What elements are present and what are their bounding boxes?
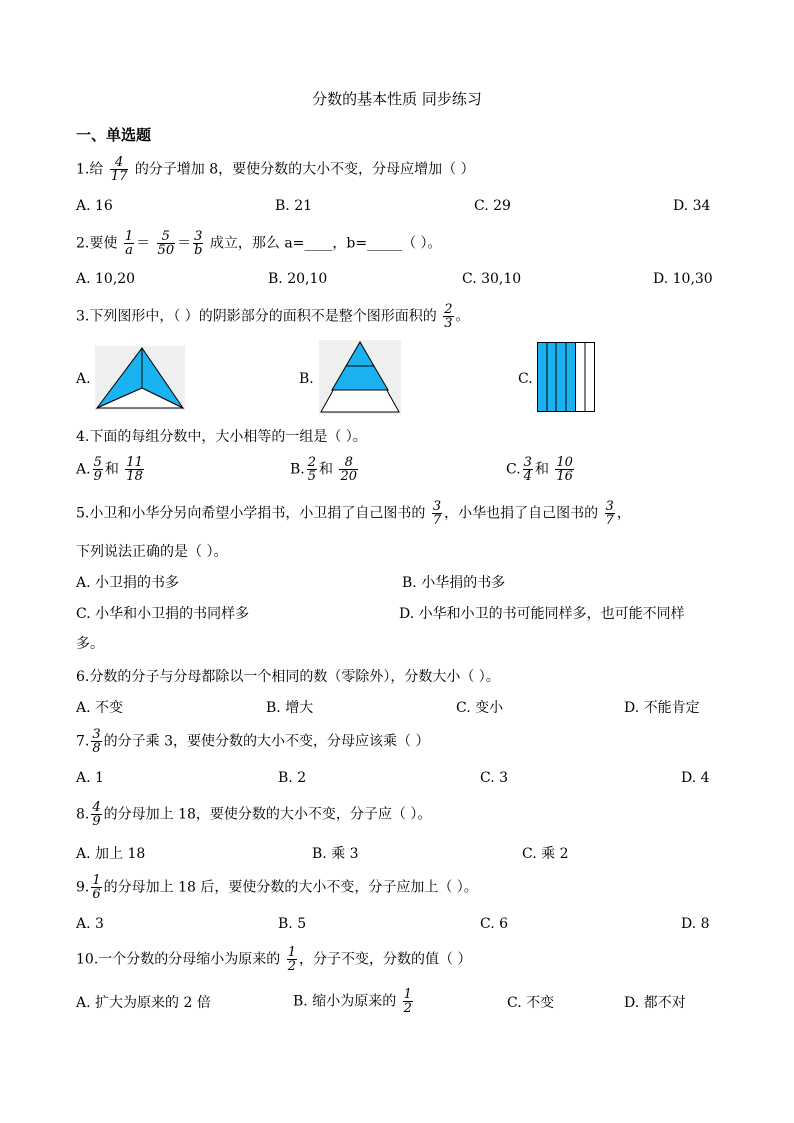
q10-b-numerator: 1 (403, 987, 412, 1002)
q5-option-c[interactable]: C. 小华和小卫捐的书同样多 (76, 606, 250, 622)
q1-numerator: 4 (114, 155, 124, 170)
q9-option-d[interactable]: D. 8 (681, 916, 710, 932)
q6-option-b[interactable]: B. 增大 (266, 700, 314, 716)
q2-f2-denominator: 50 (157, 243, 175, 258)
q3-option-c[interactable]: C. (518, 371, 533, 387)
q8-numerator: 4 (92, 800, 101, 815)
q10-option-b-text: B. 缩小为原来的 (293, 993, 397, 1010)
q4-b-f2-denominator: 20 (340, 469, 358, 484)
q9-numerator: 1 (92, 873, 101, 888)
q4-c-f2-numerator: 10 (556, 455, 573, 470)
q4-a-label: A. (76, 461, 91, 478)
q8-prefix: 8. (76, 806, 90, 823)
q5-option-d-continued: 多。 (76, 636, 104, 652)
q7-prefix: 7. (76, 733, 90, 750)
q2-fraction-2 (157, 230, 176, 257)
q8-option-b[interactable]: B. 乘 3 (312, 846, 359, 862)
q4-c-label: C. (506, 461, 521, 478)
q1-text: 的分子增加 8，要使分数的大小不变，分母应增加（ ） (134, 161, 475, 178)
q10-numerator: 1 (287, 945, 296, 960)
q9-option-a[interactable]: A. 3 (76, 916, 104, 932)
q5-option-d[interactable]: D. 小华和小卫的书可能同样多，也可能不同样 (399, 606, 685, 622)
q2-prefix: 2.要使 (76, 235, 118, 252)
q5-fraction-2 (605, 500, 615, 527)
q4-b-f1-denominator: 5 (307, 469, 317, 484)
q7-fraction (91, 728, 101, 755)
q2-f1-numerator: 1 (124, 229, 134, 244)
q3-option-a[interactable]: A. (76, 371, 91, 387)
q10-option-b-fraction (403, 988, 413, 1015)
q3-numerator: 2 (444, 302, 453, 317)
q3-option-b[interactable]: B. (299, 371, 314, 387)
q4-a-f1-denominator: 9 (93, 469, 102, 484)
q2-fraction-1 (124, 230, 134, 257)
q2-option-c[interactable]: C. 30,10 (462, 271, 522, 287)
q2-option-b[interactable]: B. 20,10 (268, 271, 328, 287)
q4-b-and: 和 (319, 461, 334, 478)
q5-f1-denominator: 7 (432, 513, 442, 528)
q4-a-f2-numerator: 11 (126, 455, 143, 470)
question-6: 6.分数的分子与分母都除以一个相同的数（零除外），分数大小（ ）。 (76, 669, 500, 685)
q10-text-end: ，分子不变，分数的值（ ） (299, 951, 472, 968)
q5-text-end: ， (616, 505, 631, 522)
q7-numerator: 3 (92, 727, 101, 742)
q10-option-d[interactable]: D. 都不对 (624, 995, 686, 1011)
q10-text: 10.一个分数的分母缩小为原来的 (76, 951, 281, 968)
q6-option-d[interactable]: D. 不能肯定 (624, 700, 700, 716)
q3-text: 3.下列图形中，（ ）的阴影部分的面积不是整个图形面积的 (76, 308, 437, 325)
q5-f2-denominator: 7 (605, 513, 614, 528)
q4-option-c[interactable] (506, 456, 576, 483)
q8-text: 的分母加上 18，要使分数的大小不变，分子应（ ）。 (103, 806, 432, 823)
q3-figure-a (95, 346, 185, 410)
q1-option-d[interactable]: D. 34 (673, 198, 711, 214)
q2-f2-numerator: 5 (161, 229, 170, 244)
q4-b-fraction-2 (339, 456, 358, 483)
q4-b-f1-numerator: 2 (307, 455, 317, 470)
q4-c-fraction-1 (523, 456, 533, 483)
q4-b-label: B. (290, 461, 305, 478)
q1-fraction (110, 156, 129, 183)
q3-fraction (443, 303, 453, 330)
q9-option-c[interactable]: C. 6 (480, 916, 509, 932)
q2-f1-denominator: a (125, 243, 133, 258)
q4-a-and: 和 (104, 461, 119, 478)
q3-figure-b (319, 340, 401, 414)
q5-f2-numerator: 3 (605, 499, 614, 514)
q2-option-d[interactable]: D. 10,30 (653, 271, 713, 287)
q1-option-c[interactable]: C. 29 (474, 198, 511, 214)
q4-a-fraction-2 (125, 456, 144, 483)
question-10 (76, 946, 471, 973)
q2-text: 成立，那么 a=____，b=_____（ ）。 (209, 235, 442, 252)
section-heading: 一、单选题 (76, 126, 152, 144)
q8-fraction (91, 801, 101, 828)
q9-fraction (91, 874, 101, 901)
q10-option-c[interactable]: C. 不变 (507, 995, 555, 1011)
question-9 (76, 874, 478, 901)
q10-fraction (287, 946, 297, 973)
q9-prefix: 9. (76, 879, 90, 896)
q10-denominator: 2 (287, 959, 296, 974)
q4-b-fraction-1 (307, 456, 317, 483)
q3-denominator: 3 (444, 316, 453, 331)
q8-option-a[interactable]: A. 加上 18 (76, 846, 146, 862)
q5-text-mid: ，小华也捐了自己图书的 (444, 505, 599, 522)
q4-a-f1-numerator: 5 (93, 455, 102, 470)
q4-c-and: 和 (534, 461, 549, 478)
q6-option-c[interactable]: C. 变小 (456, 700, 504, 716)
q5-line-2: 下列说法正确的是（ ）。 (76, 544, 228, 560)
q9-text: 的分母加上 18 后，要使分数的大小不变，分子应加上（ ）。 (103, 879, 478, 896)
q2-equals-2: ＝ (177, 235, 192, 252)
question-8 (76, 801, 431, 828)
question-1 (76, 156, 475, 183)
q5-text: 5.小卫和小华分另向希望小学捐书，小卫捐了自己图书的 (76, 505, 426, 522)
q3-figure-c (537, 342, 595, 412)
q4-a-f2-denominator: 18 (126, 469, 143, 484)
q6-option-a[interactable]: A. 不变 (76, 700, 124, 716)
q5-fraction-1 (432, 500, 442, 527)
q1-denominator: 17 (110, 169, 128, 184)
q1-option-b[interactable]: B. 21 (275, 198, 313, 214)
q8-option-c[interactable]: C. 乘 2 (522, 846, 569, 862)
q7-denominator: 8 (92, 741, 101, 756)
q7-text: 的分子乘 3，要使分数的大小不变，分母应该乘（ ） (103, 733, 430, 750)
q10-b-denominator: 2 (403, 1001, 412, 1016)
q2-f3-denominator: b (194, 243, 203, 258)
q7-option-b[interactable]: B. 2 (278, 770, 307, 786)
q5-f1-numerator: 3 (432, 499, 442, 514)
q10-option-b[interactable] (293, 988, 415, 1015)
question-4: 4.下面的每组分数中，大小相等的一组是（ ）。 (76, 429, 367, 445)
q10-option-a[interactable]: A. 扩大为原来的 2 倍 (76, 995, 211, 1011)
q4-c-f2-denominator: 16 (556, 469, 573, 484)
q3-period: 。 (455, 308, 470, 325)
q4-c-fraction-2 (555, 456, 574, 483)
question-3 (76, 303, 470, 330)
q2-equals-1: ＝ (136, 235, 151, 252)
q1-prefix: 1.给 (76, 161, 104, 178)
q4-b-f2-numerator: 8 (344, 455, 353, 470)
q4-c-f1-numerator: 3 (523, 455, 532, 470)
q2-option-a[interactable]: A. 10,20 (76, 271, 136, 287)
q7-option-c[interactable]: C. 3 (480, 770, 509, 786)
question-7 (76, 728, 429, 755)
q8-denominator: 9 (92, 814, 101, 829)
q9-denominator: 6 (92, 887, 101, 902)
q4-option-b[interactable] (290, 456, 360, 483)
q5-option-b[interactable]: B. 小华捐的书多 (402, 575, 506, 591)
q4-option-a[interactable] (76, 456, 146, 483)
q7-option-d[interactable]: D. 4 (681, 770, 710, 786)
q2-f3-numerator: 3 (194, 229, 203, 244)
q4-a-fraction-1 (93, 456, 103, 483)
q5-option-a[interactable]: A. 小卫捐的书多 (76, 575, 180, 591)
page-title: 分数的基本性质 同步练习 (312, 90, 482, 108)
q1-option-a[interactable]: A. 16 (76, 198, 113, 214)
q4-c-f1-denominator: 4 (523, 469, 532, 484)
q2-fraction-3 (193, 230, 203, 257)
question-5 (76, 500, 631, 527)
q9-option-b[interactable]: B. 5 (278, 916, 307, 932)
question-2 (76, 230, 442, 257)
q7-option-a[interactable]: A. 1 (76, 770, 104, 786)
